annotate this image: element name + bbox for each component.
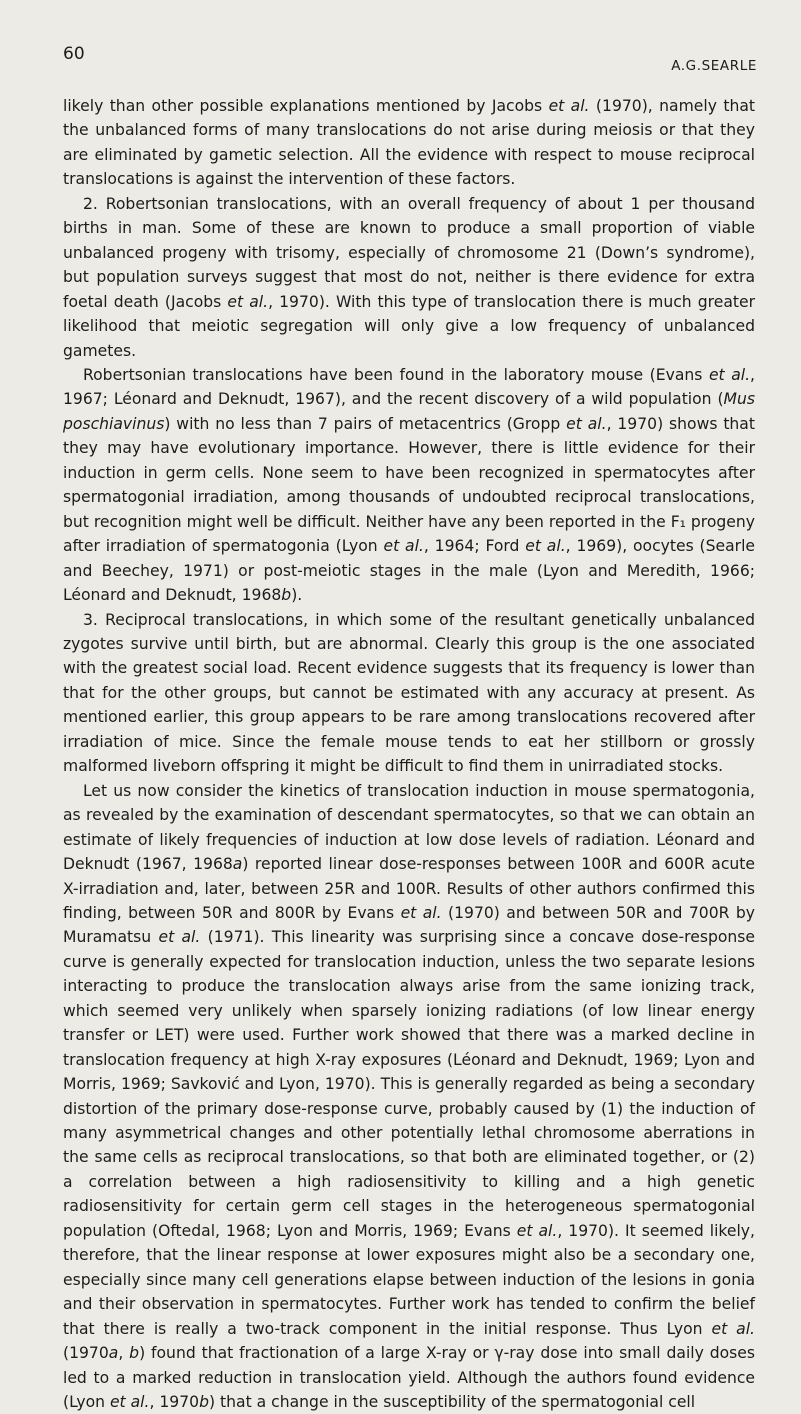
text-run: likely than other possible explanations mentioned by Jacobs xyxy=(63,97,549,115)
paragraph xyxy=(63,608,755,779)
text-run: , 1970). It seemed likely, therefore, that the linear response at lower exposures might also be a secondary one, especially since many cell generations elapse between induction of the lesions in gonia and their observation in spermatocytes. Further work has tended to confirm the belief that there is really a two-track component in the initial response. Thus Lyon xyxy=(63,1221,755,1338)
paragraph xyxy=(63,779,755,1414)
text-run: 2. Robertsonian translocations, with an overall frequency of about 1 per thousand births in man. Some of these are known to produce a small proportion of viable unbalanced progeny with trisomy, especially of chromosome 21 (Down’s syndrome), but population surveys suggest that most do not, neither is there evidence for extra foetal death (Jacobs xyxy=(63,194,755,311)
italic-run: et al. xyxy=(158,928,201,947)
italic-run: et al. xyxy=(227,292,269,311)
body-text xyxy=(63,94,755,1414)
text-run: ) that a change in the susceptibility of the spermatogonial cell xyxy=(208,1393,696,1412)
italic-run: et al. xyxy=(400,903,442,922)
text-run: Robertsonian translocations have been found in the laboratory mouse (Evans xyxy=(83,365,709,384)
italic-run: et al. xyxy=(109,1393,150,1412)
italic-run: et al. xyxy=(548,97,590,115)
text-run: (1970), namely that the unbalanced forms of many translocations do not arise during meiosis or that they are eliminated by gametic selection. All the evidence with respect to mouse reciprocal translocations is against the intervention of these factors. xyxy=(63,97,755,189)
italic-run: et al. xyxy=(516,1221,558,1240)
paragraph xyxy=(63,94,755,192)
paragraph xyxy=(63,192,755,363)
italic-run: b xyxy=(199,1393,209,1412)
text-run: ). xyxy=(291,586,303,605)
italic-run: et al. xyxy=(566,414,607,433)
italic-run: a xyxy=(232,855,243,874)
text-run: 3. Reciprocal translocations, in which some of the resultant genetically unbalanced zygotes survive until birth, but are abnormal. Clearly this group is the one associated with the greatest social load. Recent evidence suggests that its frequency is lower than that for the other groups, but cannot be estimated with any accuracy at present. As mentioned earlier, this group appears to be rare among translocations recovered after irradiation of mice. Since the female mouse tends to eat her stillborn or grossly malformed liveborn offspring it might be difficult to find them in unirradiated stocks. xyxy=(63,610,755,776)
text-run: , xyxy=(118,1344,130,1363)
text-run: (1971). This linearity was surprising since a concave dose-response curve is generally expected for translocation induction, unless the two separate lesions interacting to produce the translocation always arise from the same ionizing track, which seemed very unlikely when sparsely ionizing radiations (of low linear energy transfer or LET) were used. Further work showed that there was a marked decline in translocation frequency at high X-ray exposures (Léonard and Deknudt, 1969; Lyon and Morris, 1969; Savković and Lyon, 1970). This is generally regarded as being a secondary distortion of the primary dose-response curve, probably caused by (1) the induction of many asymmetrical changes and other potentially lethal chromosome aberrations in the same cells as reciprocal translocations, so that both are eliminated together, or (2) a correlation between a high radiosensitivity to killing and a high genetic radiosensitivity for certain germ cell stages in the heterogeneous spermatogonial population (Oftedal, 1968; Lyon and Morris, 1969; Evans xyxy=(63,928,755,1240)
text-run: (1970) and between 50R and 700R by Muramatsu xyxy=(63,903,756,947)
text-run: ) with no less than 7 pairs of metacentrics (Gropp xyxy=(164,414,567,433)
text-run: , 1967; Léonard and Deknudt, 1967), and the recent discovery of a wild population ( xyxy=(63,365,756,409)
page-number: 60 xyxy=(63,44,85,64)
italic-run: b xyxy=(129,1344,140,1363)
text-run: ) found that fractionation of a large X-ray or γ-ray dose into small daily doses led to a marked reduction in translocation yield. Although the authors found evidence (Lyon xyxy=(63,1344,755,1412)
text-run: , 1969), oocytes (Searle and Beechey, 1971) or post-meiotic stages in the male (Lyon and Meredith, 1966; Léonard and Deknudt, 1968 xyxy=(63,537,755,605)
italic-run: a xyxy=(108,1344,119,1363)
text-run: Let us now consider the kinetics of translocation induction in mouse spermatogonia, as revealed by the examination of descendant spermatocytes, so that we can obtain an estimate of likely frequencies of induction at low dose levels of radiation. Léonard and Deknudt (1967, 1968 xyxy=(63,781,755,874)
italic-run: et al. xyxy=(708,365,751,384)
text-run: ) reported linear dose-responses between 100R and 600R acute X-irradiation and, later, between 25R and 100R. Results of other authors confirmed this finding, between 50R and 800R by Evans xyxy=(63,855,755,922)
italic-run: et al. xyxy=(711,1319,755,1338)
paragraph xyxy=(63,363,755,608)
italic-run: b xyxy=(281,586,292,605)
text-run: , 1970). With this type of translocation there is much greater likelihood that meiotic segregation will only give a low frequency of unbalanced gametes. xyxy=(63,292,756,360)
text-run: , 1970 xyxy=(149,1393,200,1412)
text-run: , 1964; Ford xyxy=(423,537,526,556)
italic-run: Mus poschiavinus xyxy=(63,390,755,433)
italic-run: et al. xyxy=(383,537,424,556)
text-run: , 1970) shows that they may have evolutionary importance. However, there is little evidence for their induction in germ cells. None seem to have been recognized in spermatocytes after spermatogonial irradiation, among thousands of undoubted reciprocal translocations, but recognition might well be difficult. Neither have any been reported in the F₁ progeny after irradiation of spermatogonia (Lyon xyxy=(63,414,755,556)
text-run: (1970 xyxy=(63,1344,109,1363)
running-head: A.G.SEARLE xyxy=(671,58,757,74)
italic-run: et al. xyxy=(525,537,566,556)
